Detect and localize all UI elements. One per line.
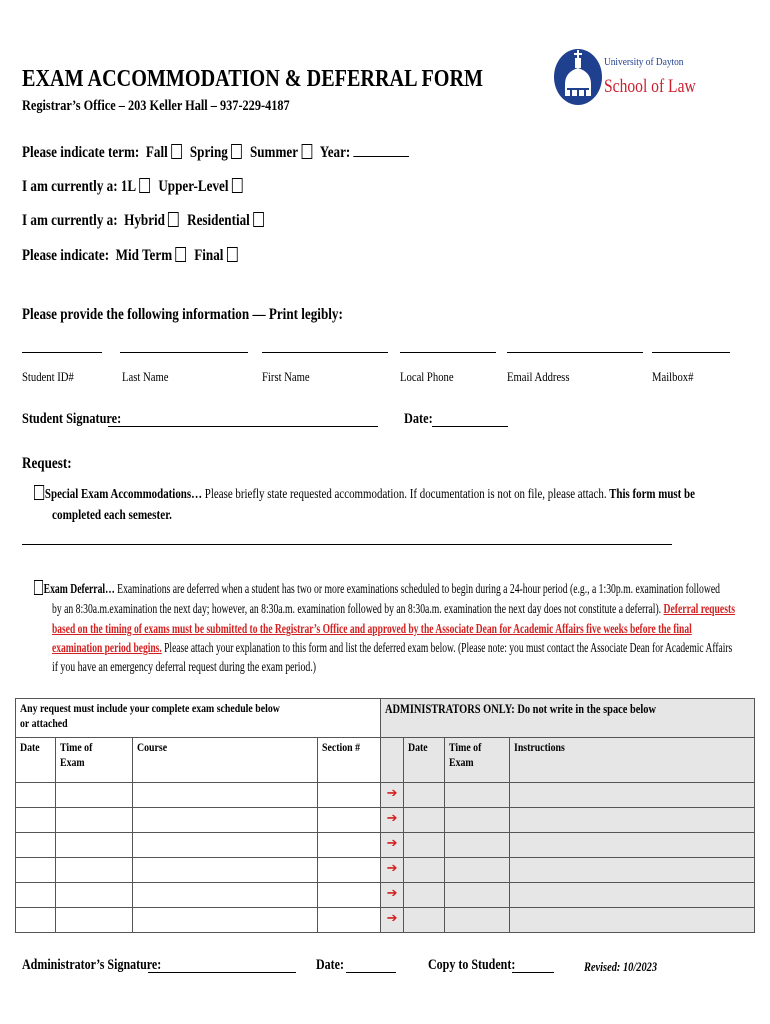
arrow-right-icon: ➔ bbox=[386, 785, 398, 800]
table-cell[interactable] bbox=[317, 808, 381, 833]
spring-checkbox[interactable] bbox=[231, 144, 242, 159]
local-phone-field[interactable] bbox=[400, 352, 496, 353]
exam-schedule-table bbox=[15, 698, 755, 933]
table-cell[interactable] bbox=[133, 783, 318, 808]
header-time-of-exam: Time of Exam bbox=[56, 738, 133, 783]
admin-header-time: Time of Exam bbox=[445, 738, 510, 783]
copy-to-student-field[interactable] bbox=[512, 972, 554, 973]
logo-school: School of Law bbox=[604, 76, 696, 97]
summer-checkbox[interactable] bbox=[301, 144, 312, 159]
arrow-right-icon: ➔ bbox=[386, 910, 398, 925]
table-cell[interactable] bbox=[16, 908, 56, 933]
table-cell[interactable] bbox=[133, 808, 318, 833]
special-accommodations-line2: completed each semester. bbox=[52, 508, 172, 523]
table-cell bbox=[509, 783, 754, 808]
table-row bbox=[16, 808, 755, 833]
table-cell bbox=[509, 833, 754, 858]
table-cell[interactable] bbox=[317, 908, 381, 933]
table-cell[interactable] bbox=[16, 783, 56, 808]
table-row bbox=[16, 908, 755, 933]
table-row bbox=[16, 858, 755, 883]
mode-row: I am currently a: Hybrid Residential bbox=[22, 212, 323, 230]
table-cell bbox=[509, 808, 754, 833]
header-section: Section # bbox=[317, 738, 381, 783]
year-field[interactable] bbox=[354, 156, 410, 157]
term-row: Please indicate term: Fall Spring Summer Year: bbox=[22, 144, 494, 162]
header-arrow-spacer bbox=[381, 738, 403, 783]
deferral-line4: examination period begins. Please attach your explanation to this form and list the deferred exam below. (Please note: you must contact the Associate Dean for Academic Affairs bbox=[52, 641, 733, 656]
table-cell bbox=[403, 908, 444, 933]
final-checkbox[interactable] bbox=[227, 247, 238, 262]
mailbox-field[interactable] bbox=[652, 352, 730, 353]
arrow-right-icon: ➔ bbox=[386, 835, 398, 850]
student-date-label: Date: bbox=[404, 411, 433, 427]
deferral-line1: Exam Deferral… Examinations are deferred when a student has two or more examinations scheduled to begin during a 24-hour period (e.g., a 1:30p.m. examination followed bbox=[34, 580, 770, 598]
table-cell bbox=[403, 883, 444, 908]
first-name-field[interactable] bbox=[262, 352, 388, 353]
header-course: Course bbox=[133, 738, 318, 783]
info-heading: Please provide the following information — Print legibly: bbox=[22, 306, 343, 323]
table-cell bbox=[445, 833, 510, 858]
row-arrow-cell bbox=[381, 908, 403, 933]
row-arrow-cell bbox=[381, 783, 403, 808]
1l-checkbox[interactable] bbox=[139, 178, 150, 193]
last-name-label: Last Name bbox=[122, 369, 169, 384]
table-cell[interactable] bbox=[133, 833, 318, 858]
table-cell[interactable] bbox=[56, 858, 133, 883]
arrow-right-icon: ➔ bbox=[386, 885, 398, 900]
school-seal-icon bbox=[553, 44, 603, 106]
table-cell[interactable] bbox=[56, 833, 133, 858]
table-cell[interactable] bbox=[16, 808, 56, 833]
row-arrow-cell bbox=[381, 883, 403, 908]
admin-header-date: Date bbox=[403, 738, 444, 783]
email-field[interactable] bbox=[507, 352, 643, 353]
table-cell[interactable] bbox=[56, 808, 133, 833]
table-cell[interactable] bbox=[317, 883, 381, 908]
table-cell bbox=[403, 783, 444, 808]
student-id-field[interactable] bbox=[22, 352, 102, 353]
page-title: EXAM ACCOMMODATION & DEFERRAL FORM bbox=[22, 66, 484, 92]
table-cell bbox=[403, 808, 444, 833]
admin-date-field[interactable] bbox=[346, 972, 396, 973]
admin-note: ADMINISTRATORS ONLY: Do not write in the space below bbox=[381, 699, 755, 738]
admin-signature-field[interactable] bbox=[148, 972, 296, 973]
student-signature-field[interactable] bbox=[108, 426, 378, 427]
table-cell[interactable] bbox=[317, 858, 381, 883]
table-cell[interactable] bbox=[133, 908, 318, 933]
admin-date-label: Date: bbox=[316, 957, 344, 973]
residential-checkbox[interactable] bbox=[253, 212, 264, 227]
exam-type-row: Please indicate: Mid Term Final bbox=[22, 247, 291, 265]
table-cell bbox=[403, 833, 444, 858]
table-cell bbox=[445, 883, 510, 908]
fall-checkbox[interactable] bbox=[171, 144, 182, 159]
midterm-checkbox[interactable] bbox=[175, 247, 186, 262]
table-cell bbox=[445, 783, 510, 808]
upper-level-checkbox[interactable] bbox=[232, 178, 243, 193]
page-subtitle: Registrar’s Office – 203 Keller Hall – 937-229-4187 bbox=[22, 98, 290, 114]
table-cell[interactable] bbox=[133, 883, 318, 908]
student-signature-label: Student Signature: bbox=[22, 411, 122, 427]
revision-date: Revised: 10/2023 bbox=[584, 959, 658, 974]
row-arrow-cell bbox=[381, 858, 403, 883]
table-cell bbox=[509, 908, 754, 933]
deferral-line3: based on the timing of exams must be submitted to the Registrar’s Office and approved by the Associate Dean for Academic Affairs five weeks before the final bbox=[52, 622, 692, 637]
mailbox-label: Mailbox# bbox=[652, 369, 694, 384]
table-cell[interactable] bbox=[56, 908, 133, 933]
table-cell bbox=[509, 858, 754, 883]
table-row bbox=[16, 783, 755, 808]
accommodation-field[interactable] bbox=[22, 544, 672, 545]
deferral-line5: if you have an emergency deferral request during the exam period.) bbox=[52, 660, 317, 675]
last-name-field[interactable] bbox=[120, 352, 248, 353]
table-cell[interactable] bbox=[16, 833, 56, 858]
row-arrow-cell bbox=[381, 808, 403, 833]
first-name-label: First Name bbox=[262, 369, 310, 384]
student-id-label: Student ID# bbox=[22, 369, 74, 384]
logo-university: University of Dayton bbox=[604, 56, 684, 68]
email-label: Email Address bbox=[507, 369, 570, 384]
row-arrow-cell bbox=[381, 833, 403, 858]
arrow-right-icon: ➔ bbox=[386, 860, 398, 875]
table-cell bbox=[445, 858, 510, 883]
copy-to-student-label: Copy to Student: bbox=[428, 957, 516, 973]
table-cell bbox=[403, 858, 444, 883]
table-cell[interactable] bbox=[16, 858, 56, 883]
admin-signature-label: Administrator’s Signature: bbox=[22, 957, 162, 973]
level-row: I am currently a: 1L Upper-Level bbox=[22, 178, 297, 196]
arrow-right-icon: ➔ bbox=[386, 810, 398, 825]
admin-header-instructions: Instructions bbox=[509, 738, 754, 783]
table-cell[interactable] bbox=[133, 858, 318, 883]
request-heading: Request: bbox=[22, 455, 72, 472]
exam-deferral-checkbox[interactable] bbox=[34, 580, 43, 595]
table-row bbox=[16, 883, 755, 908]
special-accommodations-checkbox[interactable] bbox=[34, 485, 44, 500]
special-accommodations-line1: Special Exam Accommodations… Please briefly state requested accommodation. If documentation is not on file, please attach. This form must be bbox=[34, 485, 770, 503]
table-cell bbox=[509, 883, 754, 908]
table-row bbox=[16, 833, 755, 858]
table-cell bbox=[445, 808, 510, 833]
table-cell[interactable] bbox=[317, 783, 381, 808]
header-date: Date bbox=[16, 738, 56, 783]
table-cell[interactable] bbox=[16, 883, 56, 908]
student-date-field[interactable] bbox=[432, 426, 508, 427]
table-cell[interactable] bbox=[317, 833, 381, 858]
table-cell bbox=[445, 908, 510, 933]
deferral-line2: by an 8:30a.m.examination the next day; however, an 8:30a.m. examination followed by an 8:30a.m. examination the next day does not constitute a deferral). Deferral requests bbox=[52, 602, 735, 617]
table-cell[interactable] bbox=[56, 783, 133, 808]
table-cell[interactable] bbox=[56, 883, 133, 908]
schedule-note: Any request must include your complete exam schedule below or attached bbox=[16, 699, 381, 738]
local-phone-label: Local Phone bbox=[400, 369, 454, 384]
hybrid-checkbox[interactable] bbox=[168, 212, 179, 227]
